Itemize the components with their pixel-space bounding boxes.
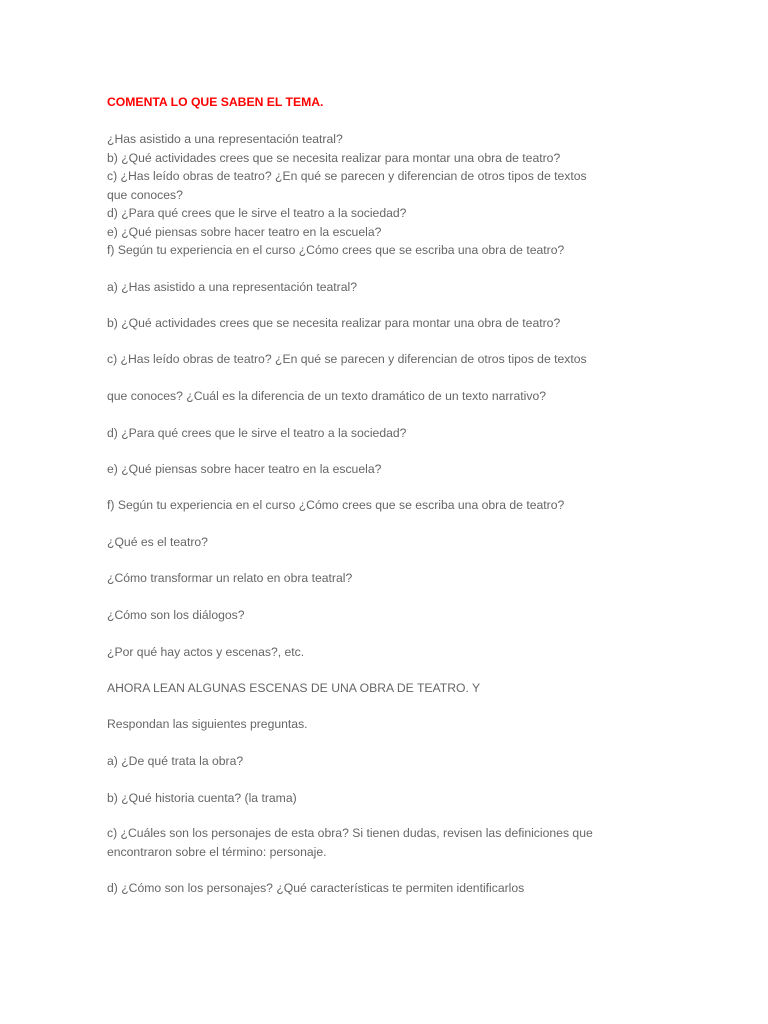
question-actos-escenas: ¿Por qué hay actos y escenas?, etc. — [107, 645, 305, 659]
intro-question-line: f) Según tu experiencia en el curso ¿Cómo crees que se escriba una obra de teatro? — [107, 243, 565, 257]
question-c-continuation: que conoces? ¿Cuál es la diferencia de un texto dramático de un texto narrativo? — [107, 389, 547, 403]
question-c: c) ¿Has leído obras de teatro? ¿En qué se parecen y diferencian de otros tipos de textos — [107, 352, 587, 366]
reading-question-b: b) ¿Qué historia cuenta? (la trama) — [107, 791, 297, 805]
question-b: b) ¿Qué actividades crees que se necesita realizar para montar una obra de teatro? — [107, 316, 561, 330]
question-que-es-teatro: ¿Qué es el teatro? — [107, 535, 208, 549]
question-d: d) ¿Para qué crees que le sirve el teatro a la sociedad? — [107, 426, 407, 440]
intro-question-line: e) ¿Qué piensas sobre hacer teatro en la escuela? — [107, 224, 382, 239]
section-heading: AHORA LEAN ALGUNAS ESCENAS DE UNA OBRA DE TEATRO. Y — [107, 681, 481, 695]
intro-question-line: que conoces? — [107, 187, 183, 202]
intro-question-line: ¿Has asistido a una representación teatral? — [107, 132, 343, 146]
reading-question-d: d) ¿Cómo son los personajes? ¿Qué características te permiten identificarlos — [107, 881, 525, 895]
page-title: COMENTA LO QUE SABEN EL TEMA. — [107, 95, 324, 109]
reading-question-a: a) ¿De qué trata la obra? — [107, 754, 244, 768]
reading-question-c: c) ¿Cuáles son los personajes de esta obra? Si tienen dudas, revisen las definiciones que encontraron sobre el término: personaje. — [107, 826, 593, 859]
intro-question-line: c) ¿Has leído obras de teatro? ¿En qué se parecen y diferencian de otros tipos de textos — [107, 169, 587, 183]
question-e: e) ¿Qué piensas sobre hacer teatro en la escuela? — [107, 462, 382, 476]
intro-question-line: d) ¿Para qué crees que le sirve el teatro a la sociedad? — [107, 206, 407, 220]
question-dialogos: ¿Cómo son los diálogos? — [107, 608, 245, 622]
section-intro: Respondan las siguientes preguntas. — [107, 717, 308, 731]
intro-question-line: b) ¿Qué actividades crees que se necesita realizar para montar una obra de teatro? — [107, 150, 561, 165]
question-f: f) Según tu experiencia en el curso ¿Cómo crees que se escriba una obra de teatro? — [107, 498, 565, 512]
question-a: a) ¿Has asistido a una representación teatral? — [107, 280, 357, 294]
question-transformar-relato: ¿Cómo transformar un relato en obra teatral? — [107, 571, 353, 585]
intro-question-block — [107, 130, 627, 260]
